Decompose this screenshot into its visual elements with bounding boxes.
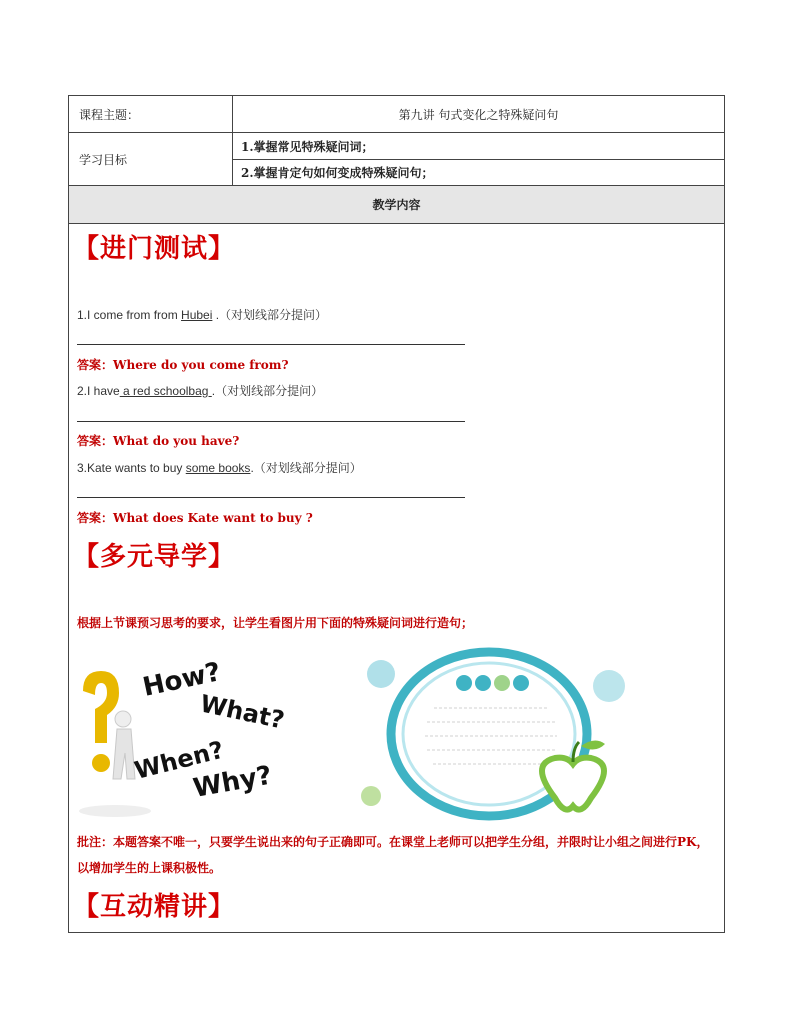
topic-value: 第九讲 句式变化之特殊疑问句 (398, 107, 559, 122)
answer-1: 答案：Where do you come from? (77, 358, 289, 372)
word-what: What? (197, 689, 287, 735)
goal-item-2: 2.掌握肯定句如何变成特殊疑问句； (241, 166, 434, 180)
instruction-text: 根据上节课预习思考的要求，让学生看图片用下面的特殊疑问词进行造句； (77, 616, 474, 630)
decorative-frame-image (359, 646, 629, 831)
lesson-table (68, 95, 725, 933)
topic-row (69, 96, 724, 133)
content-header: 教学内容 (69, 186, 724, 224)
goal-item-1: 1.掌握常见特殊疑问词； (241, 140, 374, 154)
question-words-image (75, 651, 297, 821)
question-mark-figure (79, 671, 151, 817)
answer-line-2 (77, 421, 465, 422)
section-title-guided-learning: 【多元导学】 (73, 542, 236, 572)
teacher-note: 批注：本题答案不唯一，只要学生说出来的句子正确即可。在课堂上老师可以把学生分组，并限时让小组之间进行PK，以增加学生的上课积极性。 (77, 835, 709, 875)
goal-divider (233, 159, 724, 160)
goal-label: 学习目标 (69, 133, 233, 185)
goal-row (69, 133, 724, 186)
topic-label: 课程主题： (69, 96, 233, 132)
section-title-interactive-lecture: 【互动精讲】 (73, 892, 236, 922)
question-2: 2.I have a red schoolbag .（对划线部分提问） (77, 384, 324, 398)
answer-3: 答案：What does Kate want to buy ? (77, 511, 313, 525)
answer-line-3 (77, 497, 465, 498)
section-title-entry-test: 【进门测试】 (73, 234, 236, 264)
question-3: 3.Kate wants to buy some books.（对划线部分提问） (77, 461, 362, 475)
question-1: 1.I come from from Hubei .（对划线部分提问） (77, 308, 328, 322)
word-how: How? (140, 657, 224, 703)
answer-line-1 (77, 344, 465, 345)
answer-2: 答案：What do you have? (77, 434, 240, 448)
word-when: When? (131, 735, 227, 785)
word-why: Why? (191, 760, 275, 804)
